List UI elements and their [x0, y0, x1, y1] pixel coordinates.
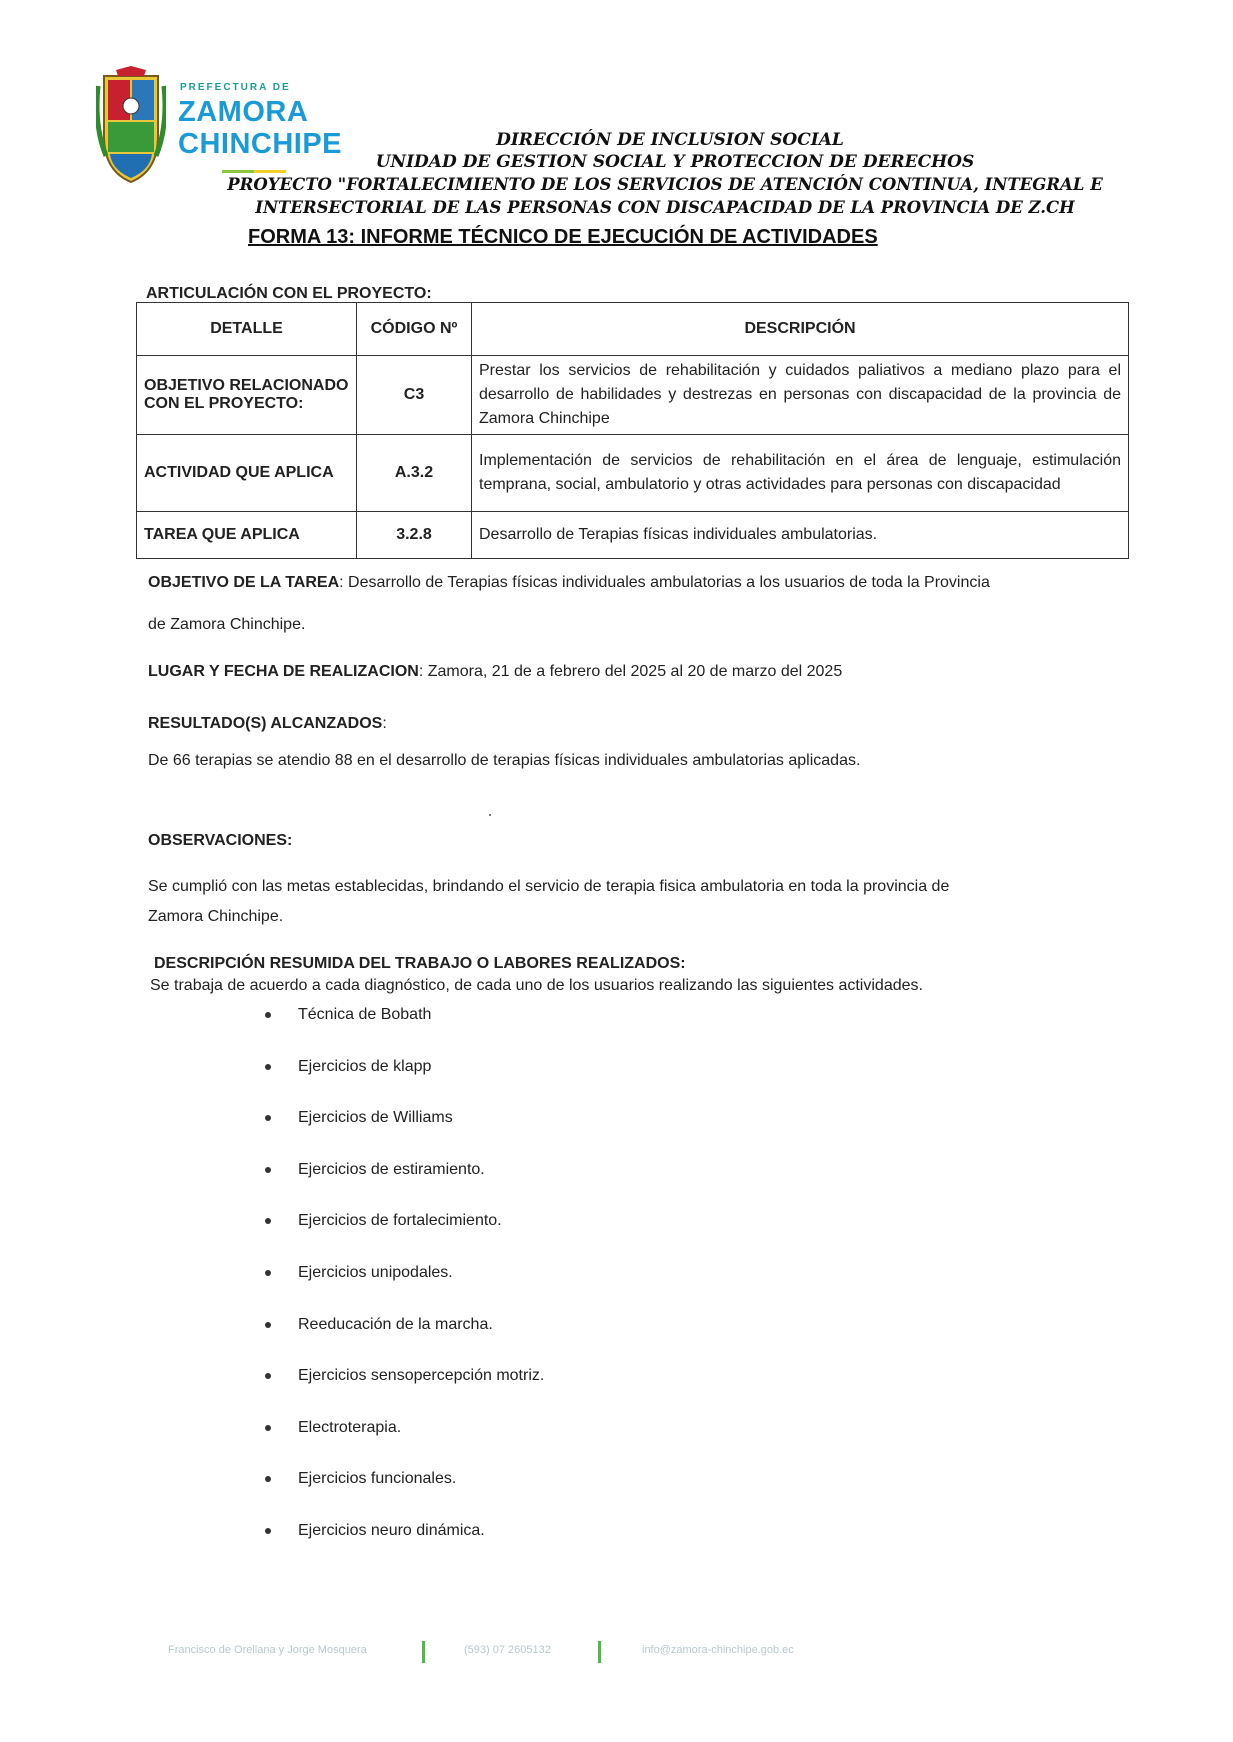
header-line-2: UNIDAD DE GESTION SOCIAL Y PROTECCION DE DERECHOS: [375, 152, 975, 172]
header-descripcion: DESCRIPCIÓN: [472, 303, 1129, 356]
table-header-row: [137, 303, 1129, 356]
bullet-icon: [265, 1425, 271, 1431]
table-row: [137, 512, 1129, 559]
logo-small-text: PREFECTURA DE: [180, 82, 291, 93]
list-item: [262, 1058, 544, 1110]
row-descripcion: Implementación de servicios de rehabilitación en el área de lenguaje, estimulación temprana, social, ambulatorio y otras actividades para personas con discapacidad: [472, 435, 1129, 512]
list-item: [262, 1470, 544, 1522]
list-item-text: Técnica de Bobath: [298, 1006, 432, 1023]
lugar-fecha-text: : Zamora, 21 de a febrero del 2025 al 20 de marzo del 2025: [418, 663, 843, 680]
list-item: [262, 1161, 544, 1213]
list-item-text: Electroterapia.: [298, 1418, 402, 1436]
bullet-icon: [265, 1012, 271, 1018]
list-item-text: Ejercicios de Williams: [298, 1109, 453, 1127]
row-detalle: ACTIVIDAD QUE APLICA: [137, 435, 357, 512]
header-line-3: PROYECTO "FORTALECIMIENTO DE LOS SERVICIOS DE ATENCIÓN CONTINUA, INTEGRAL E: [227, 175, 1103, 194]
bullet-icon: [265, 1476, 271, 1482]
row-descripcion: Desarrollo de Terapias físicas individuales ambulatorias.: [472, 512, 1129, 559]
observaciones-label: OBSERVACIONES:: [148, 832, 293, 849]
objetivo-tarea-line1: [148, 574, 990, 592]
lugar-fecha: [148, 663, 842, 681]
resultados-heading: [148, 715, 387, 733]
list-item: [262, 1316, 544, 1368]
form-title: FORMA 13: INFORME TÉCNICO DE EJECUCIÓN DE ACTIVIDADES: [248, 226, 878, 248]
resultados-text: De 66 terapias se atendio 88 en el desarrollo de terapias físicas individuales ambulatorias aplicadas.: [148, 752, 861, 769]
bullet-icon: [265, 1270, 271, 1276]
header-line-1: DIRECCIÓN DE INCLUSION SOCIAL: [496, 130, 844, 150]
descripcion-intro: Se trabaja de acuerdo a cada diagnóstico, de cada uno de los usuarios realizando las siguientes actividades.: [150, 977, 923, 994]
row-codigo: 3.2.8: [357, 512, 472, 559]
row-detalle: OBJETIVO RELACIONADO CON EL PROYECTO:: [137, 356, 357, 435]
footer-divider: [598, 1641, 601, 1663]
observaciones-line2: Zamora Chinchipe.: [148, 908, 284, 925]
bullet-icon: [265, 1115, 271, 1121]
observaciones-line1: Se cumplió con las metas establecidas, brindando el servicio de terapia fisica ambulatoria en toda la provincia de: [148, 878, 950, 895]
list-item: [262, 1109, 544, 1161]
coat-of-arms-icon: [96, 66, 166, 184]
list-item-text: Ejercicios unipodales.: [298, 1263, 453, 1281]
header-detalle: DETALLE: [137, 303, 357, 356]
bullet-icon: [265, 1528, 271, 1534]
list-item: [262, 1006, 544, 1058]
objetivo-tarea-label: OBJETIVO DE LA TAREA: [148, 574, 340, 591]
list-item-text: Ejercicios sensopercepción motriz.: [298, 1367, 545, 1385]
list-item: [262, 1367, 544, 1419]
table-row: [137, 435, 1129, 512]
list-item: [262, 1212, 544, 1264]
logo-title-line1: ZAMORA: [178, 96, 309, 128]
row-descripcion: Prestar los servicios de rehabilitación y cuidados paliativos a mediano plazo para el desarrollo de habilidades y destrezas en personas con discapacidad de la provincia de Zamora Chinchipe: [472, 356, 1129, 435]
resultados-colon: :: [382, 715, 387, 732]
list-item-text: Ejercicios de klapp: [298, 1057, 432, 1075]
row-codigo: A.3.2: [357, 435, 472, 512]
scan-speck: [489, 814, 491, 816]
prefectura-logo: [96, 62, 343, 192]
resultados-label: RESULTADO(S) ALCANZADOS: [148, 715, 383, 732]
footer-phone: (593) 07 2605132: [464, 1644, 551, 1656]
row-detalle: TAREA QUE APLICA: [137, 512, 357, 559]
list-item-text: Ejercicios de fortalecimiento.: [298, 1212, 502, 1230]
table-row: [137, 356, 1129, 435]
activities-list: [262, 1006, 544, 1574]
articulacion-title: ARTICULACIÓN CON EL PROYECTO:: [146, 285, 432, 302]
footer-divider: [422, 1641, 425, 1663]
list-item: [262, 1419, 544, 1471]
logo-title-line2: CHINCHIPE: [178, 128, 343, 160]
lugar-fecha-label: LUGAR Y FECHA DE REALIZACION: [148, 663, 419, 680]
list-item-text: Ejercicios de estiramiento.: [298, 1160, 485, 1178]
footer-address: Francisco de Orellana y Jorge Mosquera: [168, 1644, 367, 1656]
footer-email: info@zamora-chinchipe.gob.ec: [642, 1644, 794, 1656]
row-codigo: C3: [357, 356, 472, 435]
bullet-icon: [265, 1322, 271, 1328]
list-item: [262, 1522, 544, 1574]
list-item-text: Ejercicios neuro dinámica.: [298, 1521, 485, 1539]
bullet-icon: [265, 1167, 271, 1173]
bullet-icon: [265, 1373, 271, 1379]
objetivo-tarea-text: : Desarrollo de Terapias físicas individuales ambulatorias a los usuarios de toda la Provincia: [339, 574, 990, 591]
header-line-4: INTERSECTORIAL DE LAS PERSONAS CON DISCAPACIDAD DE LA PROVINCIA DE Z.CH: [255, 198, 1075, 217]
objetivo-tarea-line2: de Zamora Chinchipe.: [148, 616, 306, 633]
list-item-text: Ejercicios funcionales.: [298, 1470, 457, 1488]
bullet-icon: [265, 1218, 271, 1224]
list-item: [262, 1264, 544, 1316]
descripcion-label: DESCRIPCIÓN RESUMIDA DEL TRABAJO O LABORES REALIZADOS:: [154, 955, 686, 972]
header-codigo: CÓDIGO Nº: [357, 303, 472, 356]
list-item-text: Reeducación de la marcha.: [298, 1315, 493, 1333]
articulacion-table: [136, 302, 1129, 559]
bullet-icon: [265, 1064, 271, 1070]
